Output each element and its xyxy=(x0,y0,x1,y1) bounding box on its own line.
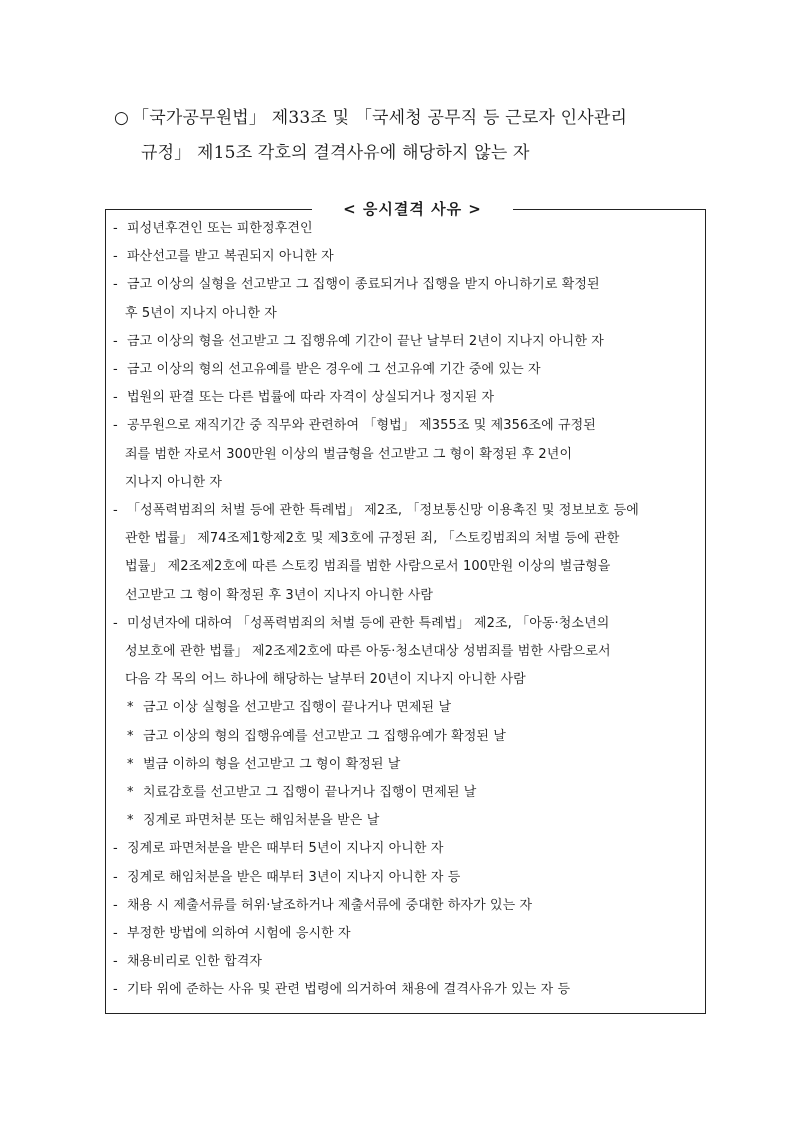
list-item: - 법원의 판결 또는 다른 법률에 따라 자격이 상실되거나 정지된 자 xyxy=(113,384,703,412)
intro-line-2: 규정」 제15조 각호의 결격사유에 해당하지 않는 자 xyxy=(141,143,530,163)
dash-bullet-icon: - xyxy=(113,249,118,265)
list-item-continuation: 성보호에 관한 법률」 제2조제2호에 따른 아동·청소년대상 성범죄를 범한 사람으로서 xyxy=(125,644,611,660)
dash-bullet-icon: - xyxy=(113,390,118,406)
star-bullet-icon: * xyxy=(127,728,134,744)
dash-bullet-icon: - xyxy=(113,869,118,885)
list-item-continuation: 죄를 범한 자로서 300만원 이상의 벌금형을 선고받고 그 형이 확정된 후 2년이 xyxy=(125,446,573,462)
list-item: - 채용비리로 인한 합격자 xyxy=(113,948,703,976)
sub-list-item: * 징계로 파면처분 또는 해임처분을 받은 날 xyxy=(113,807,703,835)
sub-list-item: * 벌금 이하의 형을 선고받고 그 형이 확정된 날 xyxy=(113,751,703,779)
star-bullet-icon: * xyxy=(127,785,134,801)
dash-bullet-icon: - xyxy=(113,362,118,378)
list-item: - 기타 위에 준하는 사유 및 관련 법령에 의거하여 채용에 결격사유가 있는 자 등 xyxy=(113,976,703,1004)
list-item-continuation: 관한 법률」 제74조제1항제2호 및 제3호에 규정된 죄, 「스토킹범죄의 처벌 등에 관한 xyxy=(125,531,620,547)
list-item-continuation: 지나지 아니한 자 xyxy=(125,474,223,490)
dash-bullet-icon: - xyxy=(113,503,118,519)
dash-bullet-icon: - xyxy=(113,926,118,942)
list-item-continuation: 다음 각 목의 어느 하나에 해당하는 날부터 20년이 지나지 아니한 사람 xyxy=(125,672,526,688)
list-item: - 금고 이상의 실형을 선고받고 그 집행이 종료되거나 집행을 받지 아니하기로 확정된 xyxy=(113,271,703,299)
list-item-continuation: 후 5년이 지나지 아니한 자 xyxy=(125,305,277,321)
dash-bullet-icon: - xyxy=(113,333,118,349)
list-item: - 금고 이상의 형을 선고받고 그 집행유예 기간이 끝난 날부터 2년이 지나지 아니한 자 xyxy=(113,328,703,356)
list-item: - 채용 시 제출서류를 허위·날조하거나 제출서류에 중대한 하자가 있는 자 xyxy=(113,892,703,920)
star-bullet-icon: * xyxy=(127,700,134,716)
dash-bullet-icon: - xyxy=(113,982,118,998)
star-bullet-icon: * xyxy=(127,756,134,772)
list-item: - 징계로 해임처분을 받은 때부터 3년이 지나지 아니한 자 등 xyxy=(113,864,703,892)
dash-bullet-icon: - xyxy=(113,221,118,236)
list-item-continuation: 선고받고 그 형이 확정된 후 3년이 지나지 아니한 사람 xyxy=(125,587,434,603)
list-item: - 징계로 파면처분을 받은 때부터 5년이 지나지 아니한 자 xyxy=(113,835,703,863)
dash-bullet-icon: - xyxy=(113,841,118,857)
dash-bullet-icon: - xyxy=(113,615,118,631)
box-title: < 응시결격 사유 > xyxy=(343,200,482,218)
sub-list-item: * 금고 이상 실형을 선고받고 집행이 끝나거나 면제된 날 xyxy=(113,694,703,722)
list-item-continuation: 법률」 제2조제2호에 따른 스토킹 범죄를 범한 사람으로서 100만원 이상의 벌금형을 xyxy=(125,559,611,575)
sub-list-item: * 금고 이상의 형의 집행유예를 선고받고 그 집행유예가 확정된 날 xyxy=(113,723,703,751)
disqualification-list xyxy=(113,215,703,1005)
list-item: - 피성년후견인 또는 피한정후견인 xyxy=(113,215,703,243)
dash-bullet-icon: - xyxy=(113,277,118,293)
circle-bullet-icon: ○ xyxy=(114,108,130,128)
intro-line-1 xyxy=(114,101,714,136)
intro-text-1: 「국가공무원법」 제33조 및 「국세청 공무직 등 근로자 인사관리 xyxy=(132,108,628,128)
list-item: - 파산선고를 받고 복권되지 아니한 자 xyxy=(113,243,703,271)
sub-list-item: * 치료감호를 선고받고 그 집행이 끝나거나 집행이 면제된 날 xyxy=(113,779,703,807)
star-bullet-icon: * xyxy=(127,813,134,829)
dash-bullet-icon: - xyxy=(113,418,118,434)
list-item: - 미성년자에 대하여 「성폭력범죄의 처벌 등에 관한 특례법」 제2조, 「아동·청소년의 xyxy=(113,610,703,638)
list-item: - 금고 이상의 형의 선고유예를 받은 경우에 그 선고유예 기간 중에 있는 자 xyxy=(113,356,703,384)
dash-bullet-icon: - xyxy=(113,954,118,970)
dash-bullet-icon: - xyxy=(113,897,118,913)
list-item: - 「성폭력범죄의 처벌 등에 관한 특례법」 제2조, 「정보통신망 이용촉진 및 정보보호 등에 xyxy=(113,497,703,525)
list-item: - 부정한 방법에 의하여 시험에 응시한 자 xyxy=(113,920,703,948)
list-item: - 공무원으로 재직기간 중 직무와 관련하여 「형법」 제355조 및 제356조에 규정된 xyxy=(113,412,703,440)
eligibility-requirement xyxy=(114,101,714,171)
